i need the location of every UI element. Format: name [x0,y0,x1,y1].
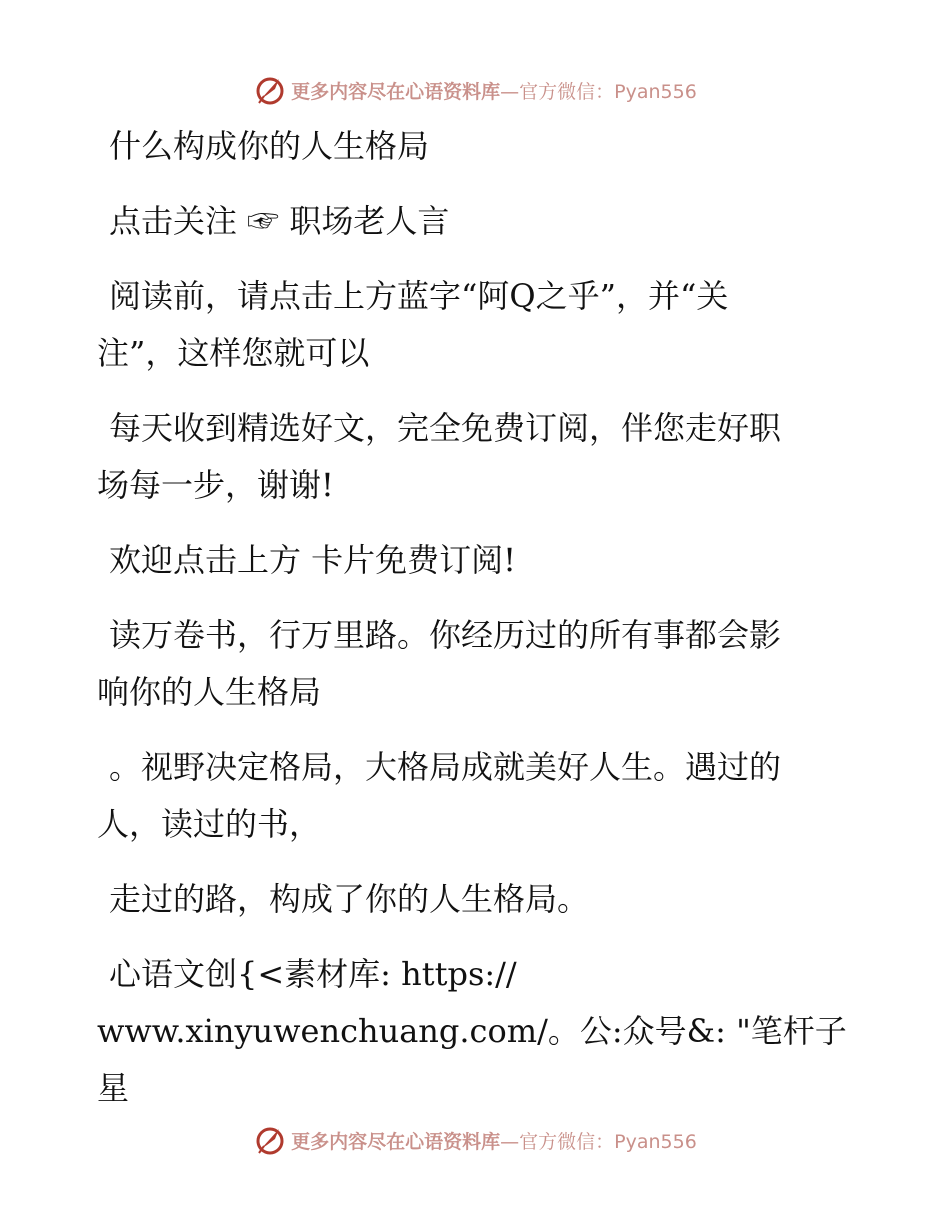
footer-wechat: 官方微信：Pyan556 [519,1130,697,1153]
paragraph-2-line-2: 场每一步，谢谢! [97,466,334,504]
paragraph-1 [97,268,857,382]
header-brand: 更多内容尽在心语资料库 [291,80,501,103]
footer-brand: 更多内容尽在心语资料库 [291,1130,501,1153]
paragraph-2 [97,400,857,514]
paragraph-7 [97,946,857,1117]
doc-title [97,118,857,175]
paragraph-4-line-2: 响你的人生格局 [97,673,322,711]
paragraph-4-line-1: 读万卷书，行万里路。你经历过的所有事都会影 [109,616,782,654]
paragraph-5 [97,739,857,853]
paragraph-5-line-2: 人，读过的书， [97,805,322,843]
paragraph-3 [97,532,857,589]
paragraph-6 [97,871,857,928]
paragraph-7-line-2: www.xinyuwenchuang.com/。公:众号&: "笔杆子星 [97,1012,847,1107]
paragraph-6-text: 走过的路，构成了你的人生格局。 [109,880,590,918]
footer-brand-text [291,1127,697,1154]
paragraph-1-line-1: 阅读前，请点击上方蓝字“阿Q之乎”，并“关 [109,277,729,315]
paragraph-2-line-1: 每天收到精选好文，完全免费订阅，伴您走好职 [109,409,782,447]
header-brand-text [291,77,697,104]
header-banner [0,70,950,110]
header-wechat: 官方微信：Pyan556 [519,80,697,103]
feather-circle-logo-icon [253,73,287,107]
doc-title-text: 什么构成你的人生格局 [109,127,430,165]
footer-banner [0,1120,950,1160]
document-body [97,118,857,1135]
paragraph-7-line-1: 心语文创{<素材库: https:// [109,955,517,993]
follow-line [97,193,857,250]
paragraph-1-line-2: 注”，这样您就可以 [97,334,370,372]
paragraph-3-text: 欢迎点击上方 卡片免费订阅! [109,541,517,579]
feather-circle-logo-icon [253,1123,287,1157]
paragraph-4 [97,607,857,721]
header-dash: — [500,80,520,103]
footer-dash: — [500,1130,520,1153]
follow-line-text: 点击关注 ☞ 职场老人言 [109,202,450,240]
paragraph-5-line-1: 。视野决定格局，大格局成就美好人生。遇过的 [109,748,782,786]
